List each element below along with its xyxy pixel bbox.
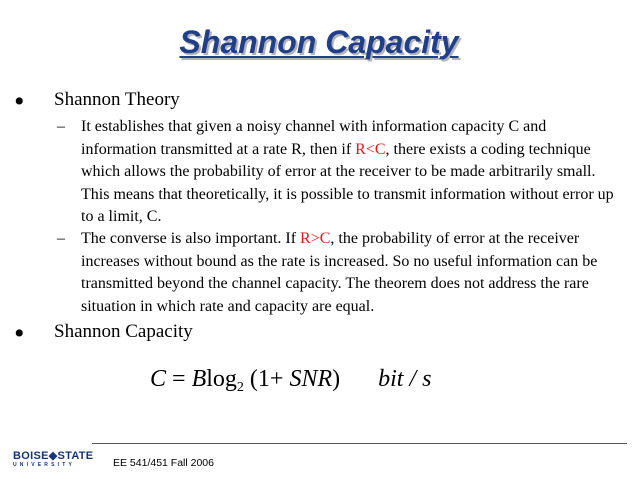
formula-plus: +	[269, 366, 284, 392]
text-segment: It establishes that given a noisy channel with information capacity C and information transmitted at a rate R, then if	[81, 118, 547, 158]
logo-subtitle: UNIVERSITY	[13, 462, 76, 468]
sub-item-converse	[57, 228, 617, 318]
text-segment: , the probability of error at the receiver increases without bound as the rate is increased. So no useful information can be transmitted beyond the channel capacity. The theorem does not address the rare situation in which rate and capacity are equal.	[81, 230, 598, 315]
text-segment: The converse is also important. If	[81, 230, 301, 247]
formula-close: )	[332, 366, 341, 392]
highlight-r-greater-c: R>C	[300, 230, 331, 247]
dash-icon: –	[57, 230, 65, 247]
formula-log-base: 2	[236, 380, 244, 395]
sub-item-text	[81, 228, 617, 318]
formula-unit: bit / s	[378, 366, 432, 392]
bullet-icon: •	[14, 317, 25, 350]
highlight-r-less-c: R<C	[355, 140, 386, 158]
formula-open: (1	[249, 366, 270, 392]
bullet-shannon-theory: Shannon Theory	[54, 89, 180, 110]
shannon-capacity-formula	[150, 366, 431, 393]
logo-wordmark: BOISE◆STATE	[13, 450, 94, 462]
sub-item-capacity-theorem	[57, 116, 617, 229]
slide-title: Shannon Capacity	[179, 24, 459, 60]
formula-c: C	[150, 366, 167, 392]
university-logo	[13, 449, 94, 471]
sub-item-text	[81, 116, 617, 229]
dash-icon: –	[57, 118, 65, 135]
text-segment: , there exists a coding technique which allows the probability of error at the receiver to be made arbitrarily small. This means that theoretically, it is possible to transmit information without error up to a limit, C.	[81, 140, 614, 225]
formula-equals: =	[172, 366, 186, 392]
formula-log: log	[206, 366, 237, 392]
bullet-icon: •	[14, 85, 25, 118]
formula-b: B	[191, 366, 207, 392]
footer-course-label: EE 541/451 Fall 2006	[113, 457, 214, 469]
bullet-shannon-capacity: Shannon Capacity	[54, 321, 193, 342]
footer-divider	[92, 443, 627, 444]
formula-snr: SNR	[289, 366, 333, 392]
